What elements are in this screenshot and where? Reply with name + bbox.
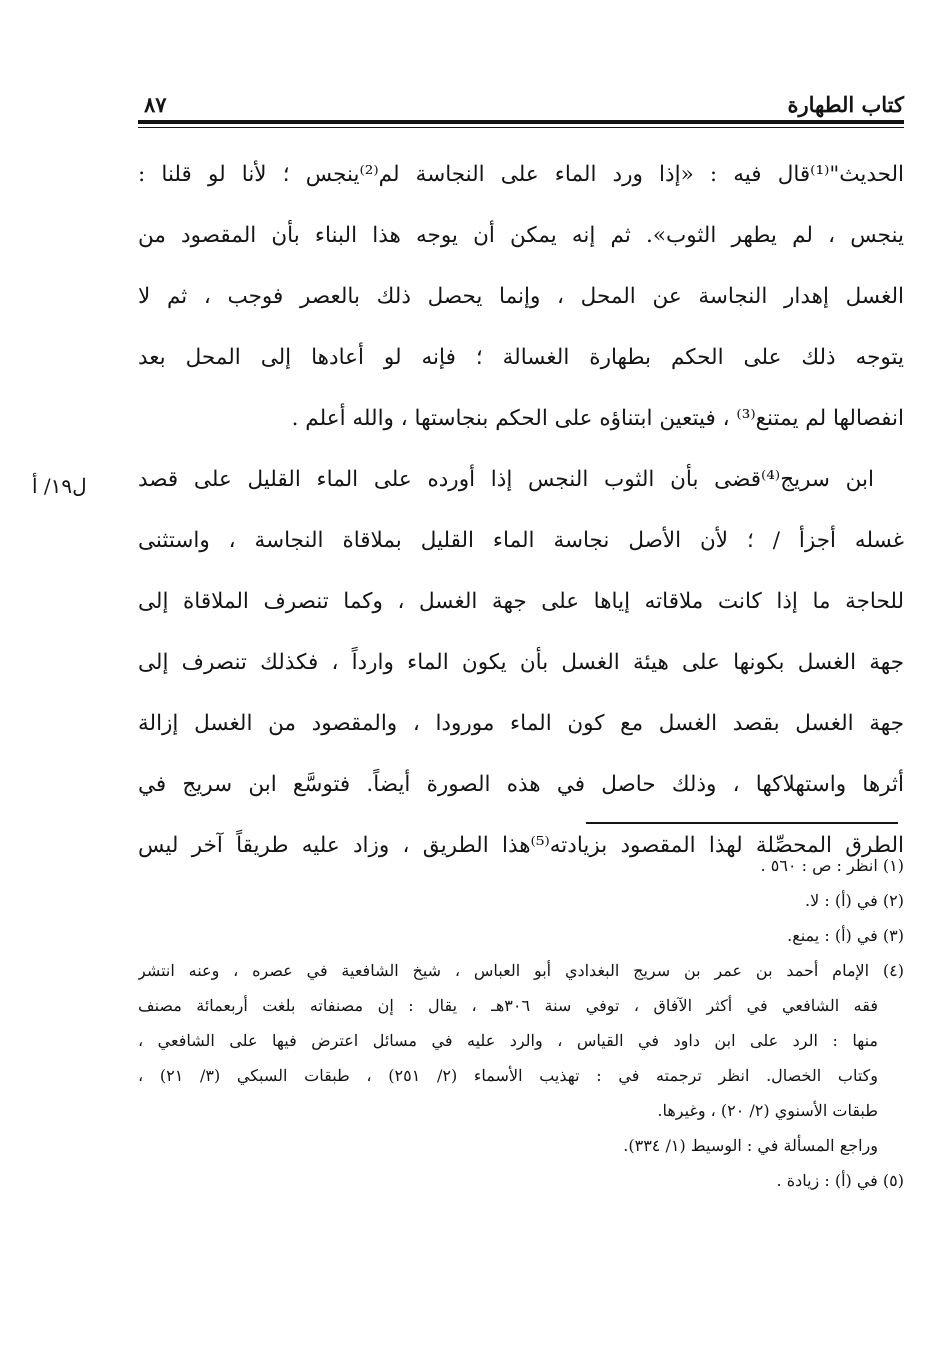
text-line: انفصالها لم يمتنع⁽³⁾ ، فيتعين ابتناؤه على الحكم بنجاستها ، والله أعلم . — [291, 406, 904, 431]
manuscript-folio-note: ل١٩/ أ — [32, 474, 87, 498]
text-line: غسله أجزأ / ؛ لأن الأصل نجاسة الماء القليل بملاقاة النجاسة ، واستثنى — [138, 528, 904, 553]
running-title: كتاب الطهارة — [787, 92, 904, 117]
text-line: أثرها واستهلاكها ، وذلك حاصل في هذه الصورة أيضاً. فتوسَّع ابن سريج في — [138, 772, 904, 797]
footnote-continuation: فقه الشافعي في أكثر الآفاق ، توفي سنة ٣٠٦هـ ، يقال : إن مصنفاته بلغت أربعمائة مصنف — [138, 996, 878, 1015]
text-line: ينجس ، لم يطهر الثوب». ثم إنه يمكن أن يوجه هذا البناء بأن المقصود من — [138, 223, 904, 248]
header-rule-thin — [138, 127, 904, 128]
text-line: الغسل إهدار النجاسة عن المحل ، وإنما يحصل ذلك بالعصر فوجب ، ثم لا — [138, 284, 904, 309]
running-header — [138, 90, 904, 130]
footnote: (٣) في (أ) : يمنع. — [787, 926, 904, 945]
text-line: للحاجة ما إذا كانت ملاقاته إياها على جهة الغسل ، وكما تنصرف الملاقاة إلى — [138, 589, 904, 614]
footnote: (١) انظر : ص : ٥٦٠ . — [760, 856, 904, 875]
text-line: يتوجه ذلك على الحكم بطهارة الغسالة ؛ فإنه لو أعادها إلى المحل بعد — [138, 345, 904, 370]
text-line: جهة الغسل بكونها على هيئة الغسل بأن يكون الماء وارداً ، فكذلك تنصرف إلى — [138, 650, 904, 675]
footnotes — [138, 848, 904, 1198]
footnote-continuation: وراجع المسألة في : الوسيط (١/ ٣٣٤). — [623, 1136, 878, 1155]
footnote: (٢) في (أ) : لا. — [805, 891, 904, 910]
footnote: (٤) الإمام أحمد بن عمر بن سريج البغدادي أبو العباس ، شيخ الشافعية في عصره ، وعنه انتشر — [138, 961, 904, 980]
footnote-separator — [586, 822, 898, 824]
footnote-continuation: وكتاب الخصال. انظر ترجمته في : تهذيب الأسماء (٢/ ٢٥١) ، طبقات السبكي (٣/ ٢١) ، — [138, 1066, 878, 1085]
text-line: ابن سريج⁽⁴⁾قضى بأن الثوب النجس إذا أورده على الماء القليل على قصد — [138, 467, 874, 492]
main-text — [138, 144, 904, 876]
header-rule — [138, 120, 904, 124]
text-line: الطرق المحصِّلة لهذا المقصود بزيادته⁽⁵⁾هذا الطريق ، وزاد عليه طريقاً آخر ليس — [138, 833, 904, 858]
footnote-continuation: منها : الرد على ابن داود في القياس ، والرد عليه في مسائل اعترض فيها على الشافعي ، — [138, 1031, 878, 1050]
text-line: جهة الغسل بقصد الغسل مع كون الماء مورودا ، والمقصود من الغسل إزالة — [138, 711, 904, 736]
footnote: (٥) في (أ) : زيادة . — [776, 1171, 904, 1190]
page-number: ٨٧ — [144, 92, 167, 117]
footnote-continuation: طبقات الأسنوي (٢/ ٢٠) ، وغيرها. — [657, 1101, 878, 1120]
text-line: الحديث"⁽¹⁾قال فيه : «إذا ورد الماء على النجاسة لم⁽²⁾ينجس ؛ لأنا لو قلنا : — [138, 162, 904, 187]
